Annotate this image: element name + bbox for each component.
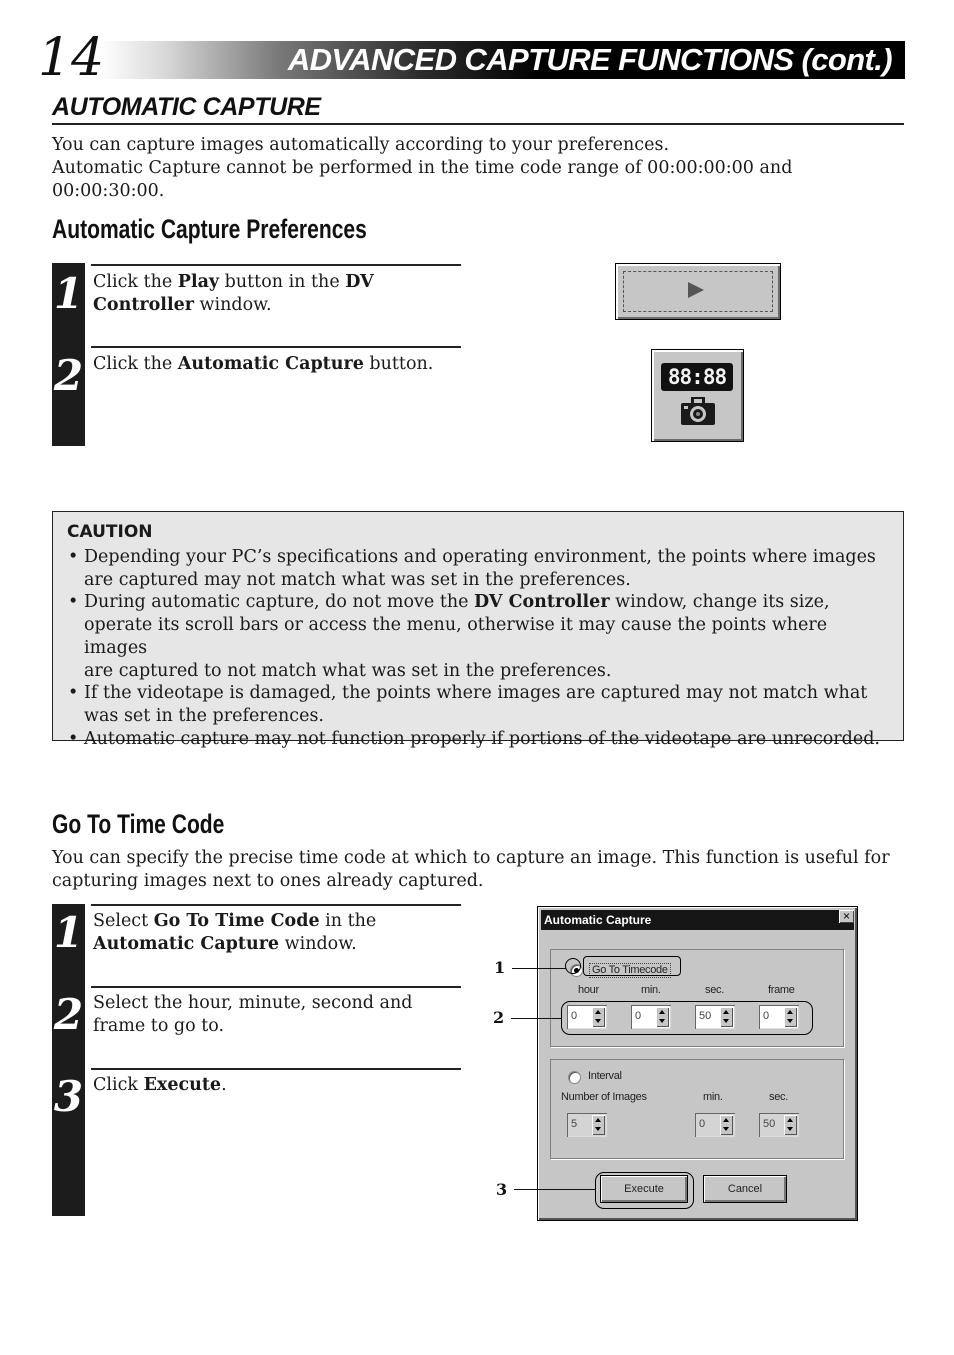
goto-heading: Go To Time Code xyxy=(52,809,225,839)
interval-second-stepper[interactable] xyxy=(759,1113,799,1137)
arrow-up-icon xyxy=(787,1118,793,1122)
step-text-part: in the xyxy=(319,911,377,931)
stepper-arrows[interactable] xyxy=(720,1115,733,1135)
stepper-arrows[interactable] xyxy=(592,1115,605,1135)
intro-line: You can capture images automatically according to your preferences. xyxy=(52,135,670,155)
caution-item xyxy=(67,591,893,682)
step-text-part: Select the hour, minute, second and xyxy=(93,993,413,1013)
stepper-arrows[interactable] xyxy=(784,1115,797,1135)
timecode-display: 88:88 xyxy=(661,363,733,391)
step-divider xyxy=(91,904,461,906)
caution-list xyxy=(67,546,893,750)
field-label: min. xyxy=(641,984,661,996)
step-text-part: Click the xyxy=(93,354,178,374)
caution-line: was set in the preferences. xyxy=(84,705,324,726)
intro-line: capturing images next to ones already captured. xyxy=(52,871,484,891)
caution-line: If the videotape is damaged, the points where images are captured may not match what xyxy=(84,683,868,704)
play-button[interactable] xyxy=(615,263,781,320)
interval-minute-stepper[interactable] xyxy=(695,1113,735,1137)
step-text-part: button in the xyxy=(219,272,346,292)
cancel-button[interactable]: Cancel xyxy=(703,1175,787,1203)
caution-line: are captured may not match what was set in the preferences. xyxy=(84,569,631,590)
caution-box xyxy=(52,511,904,749)
step-text-bold: Go To Time Code xyxy=(153,911,320,931)
play-icon xyxy=(688,282,704,298)
step-number: 2 xyxy=(53,990,84,1039)
step-number: 3 xyxy=(53,1072,84,1121)
camera-icon xyxy=(680,395,716,427)
arrow-up-icon xyxy=(723,1118,729,1122)
arrow-down-icon xyxy=(595,1127,601,1131)
step-text-bold: Controller xyxy=(93,295,194,315)
field-label: hour xyxy=(578,984,599,996)
step-text xyxy=(93,992,463,1038)
step-divider xyxy=(91,346,461,348)
intro-line: 00:00:30:00. xyxy=(52,181,165,201)
step-text-part: button. xyxy=(363,354,434,374)
preferences-heading: Automatic Capture Preferences xyxy=(52,214,367,244)
caution-line: operate its scroll bars or access the menu, otherwise it may cause the points where images xyxy=(84,615,828,658)
caution-item xyxy=(67,682,893,727)
step-number: 2 xyxy=(53,351,84,400)
close-icon[interactable]: × xyxy=(839,910,854,923)
field-label: frame xyxy=(768,984,795,996)
arrow-up-icon xyxy=(595,1118,601,1122)
step-text-part: Click the xyxy=(93,272,178,292)
intro-line: Automatic Capture cannot be performed in the time code range of 00:00:00:00 and xyxy=(52,158,793,178)
stepper-value: 50 xyxy=(763,1118,776,1130)
step-text-bold: Execute xyxy=(143,1075,222,1095)
arrow-down-icon xyxy=(723,1127,729,1131)
field-label: sec. xyxy=(769,1091,788,1103)
stepper-value: 0 xyxy=(635,1010,642,1022)
number-of-images-stepper[interactable] xyxy=(567,1113,607,1137)
goto-label[interactable]: Go To Timecode xyxy=(589,963,671,978)
field-label: min. xyxy=(703,1091,723,1103)
step-text-part: Select xyxy=(93,911,154,931)
callout-highlight xyxy=(565,958,581,974)
caution-line: During automatic capture, do not move the xyxy=(84,592,475,613)
callout-line xyxy=(512,968,566,969)
caution-line: window, change its size, xyxy=(609,592,830,613)
step-text-part: frame to go to. xyxy=(93,1016,225,1036)
step-text xyxy=(93,353,463,376)
stepper-value: 5 xyxy=(571,1118,578,1130)
dialog-title: Automatic Capture xyxy=(544,913,652,927)
arrow-down-icon xyxy=(787,1127,793,1131)
caution-title: CAUTION xyxy=(67,522,153,542)
goto-intro xyxy=(52,847,912,893)
field-label: sec. xyxy=(705,984,724,996)
step-text-part: . xyxy=(221,1075,227,1095)
section-title: AUTOMATIC CAPTURE xyxy=(52,93,321,121)
stepper-value: 0 xyxy=(571,1010,578,1022)
interval-radio[interactable] xyxy=(568,1071,581,1084)
step-number: 1 xyxy=(53,908,84,957)
stepper-value: 0 xyxy=(699,1118,706,1130)
page-number: 14 xyxy=(38,28,105,88)
field-label: Number of Images xyxy=(561,1091,647,1103)
step-text-bold: Automatic Capture xyxy=(177,354,364,374)
step-text-bold: DV xyxy=(345,272,374,292)
step-text-part: window. xyxy=(193,295,272,315)
step-text xyxy=(93,1074,463,1097)
caution-line: Depending your PC’s specifications and operating environment, the points where images xyxy=(84,547,876,567)
automatic-capture-button[interactable] xyxy=(651,349,744,442)
dialog-titlebar[interactable] xyxy=(541,910,854,930)
caution-item xyxy=(67,728,893,751)
step-text-bold: Automatic Capture xyxy=(93,934,280,954)
step-divider xyxy=(91,264,461,266)
step-divider xyxy=(91,986,461,988)
section-divider xyxy=(52,123,904,125)
step-text xyxy=(93,271,463,317)
page-title: ADVANCED CAPTURE FUNCTIONS (cont.) xyxy=(287,42,892,77)
callout-highlight xyxy=(583,956,681,976)
step-divider xyxy=(91,1068,461,1070)
section-intro xyxy=(52,134,912,203)
caution-bold: DV Controller xyxy=(474,592,610,613)
step-number: 1 xyxy=(53,269,84,318)
callout-highlight xyxy=(595,1172,694,1209)
stepper-value: 0 xyxy=(763,1010,770,1022)
automatic-capture-dialog xyxy=(537,906,858,1221)
step-text-bold: Play xyxy=(177,272,220,292)
caution-line: are captured to not match what was set in the preferences. xyxy=(84,660,612,681)
interval-group xyxy=(550,1059,844,1159)
callout-number: 2 xyxy=(493,1008,505,1027)
callout-line xyxy=(511,1018,562,1019)
callout-highlight xyxy=(561,1001,813,1035)
interval-label[interactable]: Interval xyxy=(588,1070,622,1082)
stepper-value: 50 xyxy=(699,1010,712,1022)
callout-line xyxy=(514,1189,596,1190)
execute-button[interactable]: Execute xyxy=(600,1175,688,1203)
step-text-part: window. xyxy=(279,934,357,954)
step-text-part: Click xyxy=(93,1075,144,1095)
intro-line: You can specify the precise time code at which to capture an image. This function is useful for xyxy=(52,848,890,868)
caution-line: Automatic capture may not function properly if portions of the videotape are unrecorded. xyxy=(84,728,880,749)
caution-item xyxy=(67,546,893,591)
step-text xyxy=(93,910,463,956)
callout-number: 3 xyxy=(496,1180,508,1199)
callout-number: 1 xyxy=(494,958,506,977)
